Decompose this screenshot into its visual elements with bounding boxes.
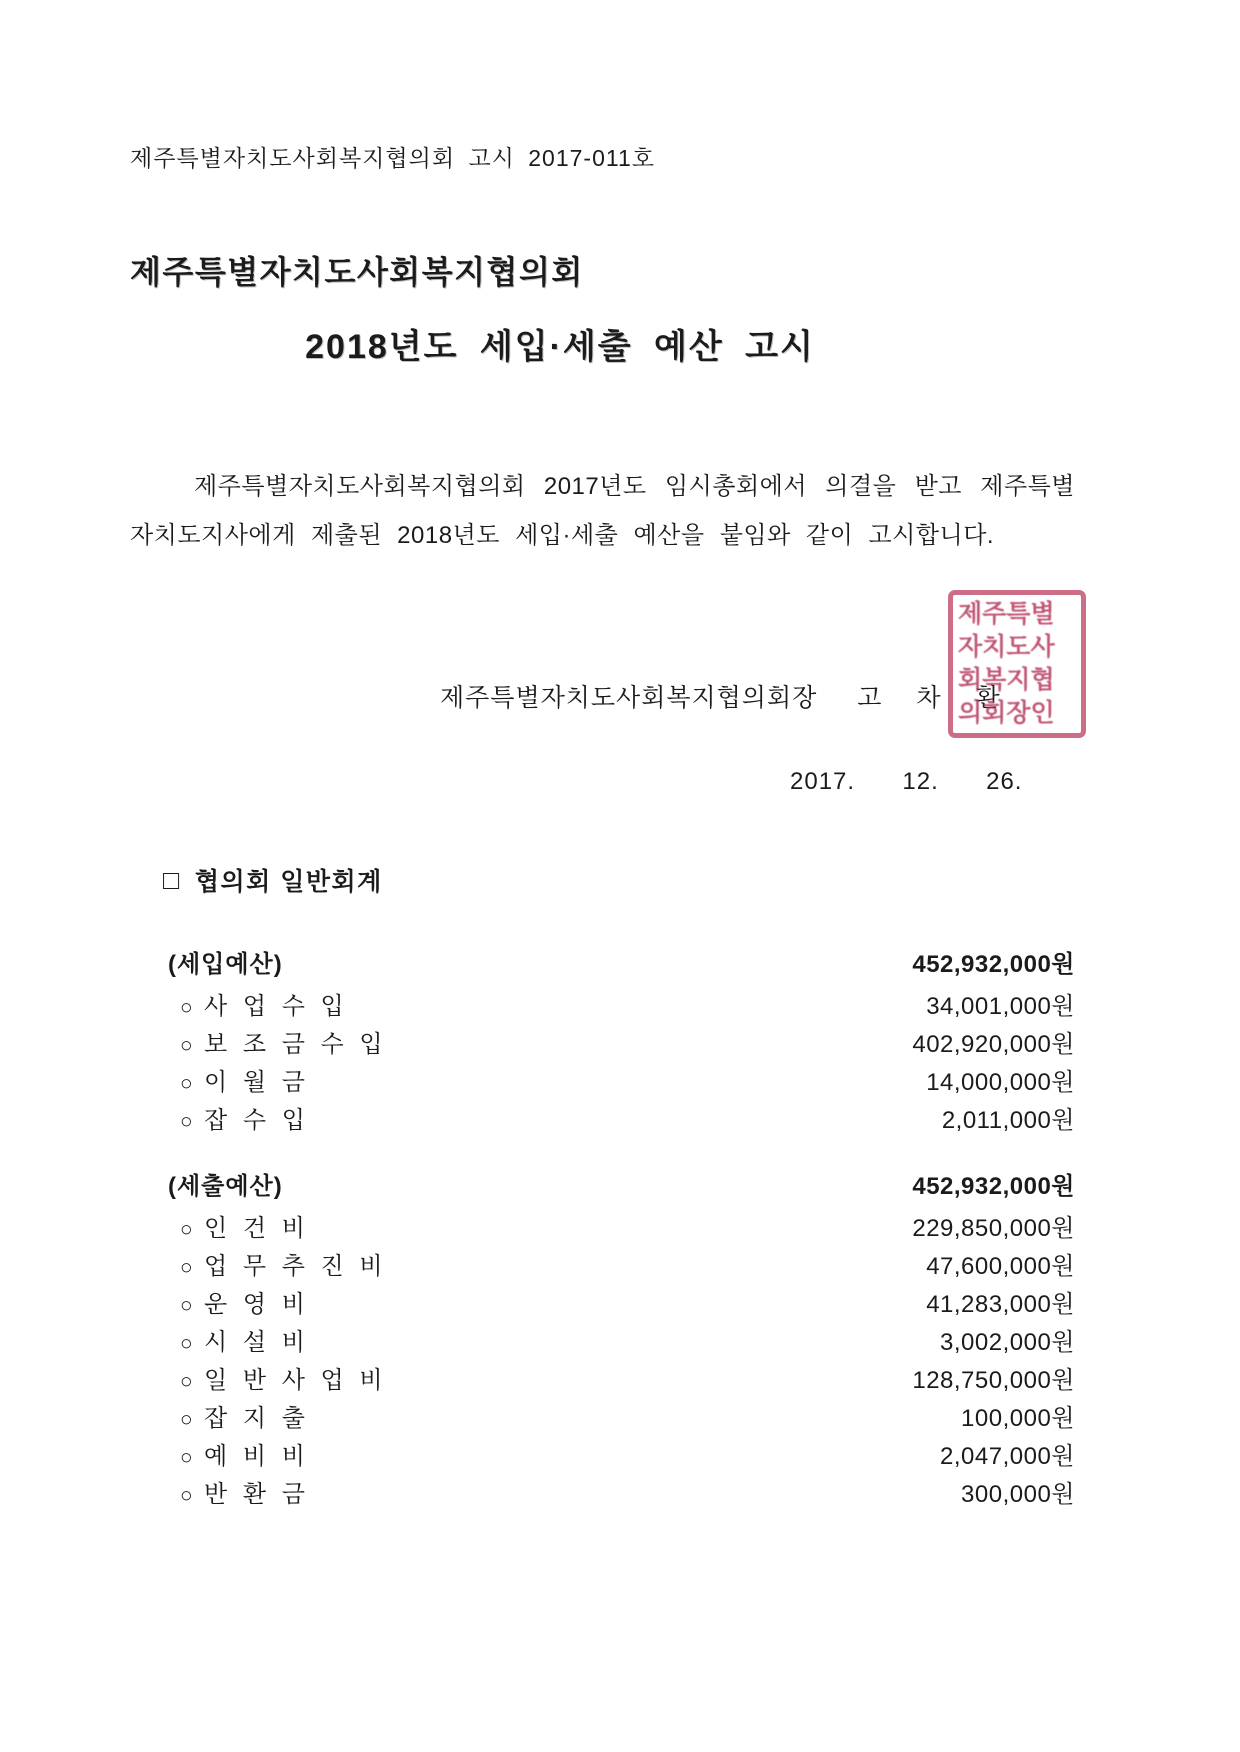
circle-bullet-icon: ○ bbox=[180, 1332, 193, 1355]
budget-item-row bbox=[168, 1436, 1075, 1474]
budget-item-label: 보 조 금 수 입 bbox=[204, 1031, 384, 1058]
budget-item-label: 이 월 금 bbox=[204, 1069, 306, 1096]
budget-item-label: 예 비 비 bbox=[204, 1443, 306, 1470]
seal-script-row: 자치도사 bbox=[958, 634, 1055, 661]
section-header bbox=[163, 862, 1240, 898]
budget-item-label: 운 영 비 bbox=[204, 1291, 306, 1318]
seal-script-row: 의회장인 bbox=[958, 700, 1055, 727]
signer-name: 고 차 환 bbox=[857, 684, 1001, 712]
revenue-total-amount: 452,932,000원 bbox=[912, 951, 1075, 978]
budget-item-label: 인 건 비 bbox=[204, 1215, 306, 1242]
date-line: 2017. 12. 26. bbox=[790, 768, 1023, 795]
budget-item-amount: 47,600,000원 bbox=[926, 1253, 1075, 1280]
budget-item-amount: 34,001,000원 bbox=[926, 993, 1075, 1020]
circle-bullet-icon: ○ bbox=[180, 996, 193, 1019]
circle-bullet-icon: ○ bbox=[180, 1034, 193, 1057]
budget-item-amount: 128,750,000원 bbox=[912, 1367, 1075, 1394]
budget-item-amount: 2,047,000원 bbox=[940, 1443, 1075, 1470]
budget-item-row bbox=[168, 1474, 1075, 1512]
budget-item-row bbox=[168, 1024, 1075, 1062]
budget-item-row bbox=[168, 1246, 1075, 1284]
seal-script-row: 회복지협 bbox=[958, 667, 1055, 694]
seal-script-row: 제주특별 bbox=[958, 601, 1055, 628]
budget-item-label: 잡 수 입 bbox=[204, 1107, 306, 1134]
circle-bullet-icon: ○ bbox=[180, 1218, 193, 1241]
section-title: 협의회 일반회계 bbox=[194, 868, 383, 896]
budget-item-amount: 300,000원 bbox=[961, 1481, 1075, 1508]
document-title: 2018년도 세입·세출 예산 고시 bbox=[305, 328, 815, 366]
budget-item-row bbox=[168, 986, 1075, 1024]
revenue-header-label: (세입예산) bbox=[168, 951, 283, 978]
budget-item-row bbox=[168, 1398, 1075, 1436]
budget-item-label: 반 환 금 bbox=[204, 1481, 306, 1508]
official-seal-stamp-icon bbox=[948, 590, 1086, 738]
circle-bullet-icon: ○ bbox=[180, 1110, 193, 1133]
expenditure-header-label: (세출예산) bbox=[168, 1173, 283, 1200]
budget-item-amount: 2,011,000원 bbox=[941, 1107, 1075, 1134]
revenue-header-row bbox=[168, 944, 1075, 982]
circle-bullet-icon: ○ bbox=[180, 1072, 193, 1095]
notice-number: 제주특별자치도사회복지협의회 고시 2017-011호 bbox=[130, 145, 655, 171]
budget-item-row bbox=[168, 1062, 1075, 1100]
budget-item-amount: 229,850,000원 bbox=[912, 1215, 1075, 1242]
expenditure-total-amount: 452,932,000원 bbox=[912, 1173, 1075, 1200]
organization-title: 제주특별자치도사회복지협의회 bbox=[130, 254, 584, 290]
budget-item-label: 일 반 사 업 비 bbox=[204, 1367, 384, 1394]
budget-item-row bbox=[168, 1360, 1075, 1398]
budget-list bbox=[168, 944, 1075, 1512]
body-paragraph: 제주특별자치도사회복지협의회 2017년도 임시총회에서 의결을 받고 제주특별자치도지사에게 제출된 2018년도 세입·세출 예산을 붙임와 같이 고시합니다. bbox=[130, 473, 1075, 549]
circle-bullet-icon: ○ bbox=[180, 1294, 193, 1317]
budget-item-amount: 14,000,000원 bbox=[926, 1069, 1075, 1096]
budget-item-row bbox=[168, 1284, 1075, 1322]
circle-bullet-icon: ○ bbox=[180, 1370, 193, 1393]
signer-title: 제주특별자치도사회복지협의회장 bbox=[440, 684, 818, 712]
budget-item-amount: 100,000원 bbox=[961, 1405, 1075, 1432]
signature-line bbox=[440, 678, 1240, 714]
budget-item-label: 잡 지 출 bbox=[204, 1405, 306, 1432]
expenditure-header-row bbox=[168, 1166, 1075, 1204]
circle-bullet-icon: ○ bbox=[180, 1256, 193, 1279]
circle-bullet-icon: ○ bbox=[180, 1446, 193, 1469]
budget-item-row bbox=[168, 1322, 1075, 1360]
circle-bullet-icon: ○ bbox=[180, 1484, 193, 1507]
circle-bullet-icon: ○ bbox=[180, 1408, 193, 1431]
budget-item-row bbox=[168, 1208, 1075, 1246]
budget-item-label: 사 업 수 입 bbox=[204, 993, 345, 1020]
budget-item-label: 시 설 비 bbox=[204, 1329, 306, 1356]
budget-item-amount: 402,920,000원 bbox=[912, 1031, 1075, 1058]
square-marker-icon: □ bbox=[163, 864, 181, 895]
budget-item-row bbox=[168, 1100, 1075, 1138]
budget-item-amount: 41,283,000원 bbox=[926, 1291, 1075, 1318]
budget-item-amount: 3,002,000원 bbox=[940, 1329, 1075, 1356]
budget-item-label: 업 무 추 진 비 bbox=[204, 1253, 384, 1280]
